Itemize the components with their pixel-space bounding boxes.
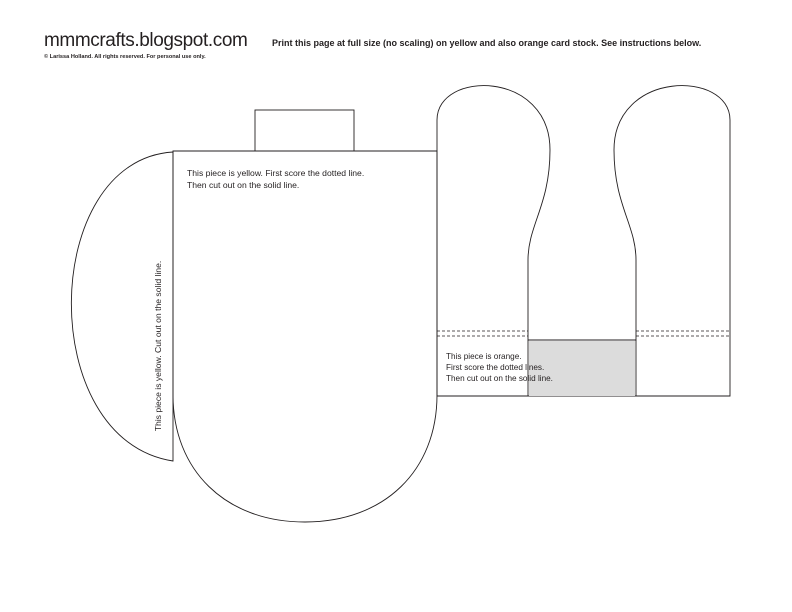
yellow-note-line-2: Then cut out on the solid line.: [187, 179, 300, 190]
copyright-notice: © Larissa Holland. All rights reserved. For personal use only.: [44, 54, 206, 60]
orange-note-line-2: First score the dotted lines.: [446, 363, 545, 372]
print-instructions: Print this page at full size (no scaling) on yellow and also orange card stock. See instructions below.: [272, 38, 702, 48]
side-flap-note: This piece is yellow. Cut out on the solid line.: [153, 260, 163, 432]
site-brand: mmmcrafts.blogspot.com: [44, 30, 248, 51]
yellow-piece-note: [187, 168, 364, 191]
orange-note-line-1: This piece is orange.: [446, 352, 522, 361]
top-tab: [255, 110, 354, 151]
orange-note-line-3: Then cut out on the solid line.: [446, 374, 553, 383]
yellow-note-line-1: This piece is yellow. First score the dotted line.: [187, 168, 365, 178]
yellow-main-body: [173, 151, 437, 522]
orange-piece-note: [446, 351, 553, 384]
